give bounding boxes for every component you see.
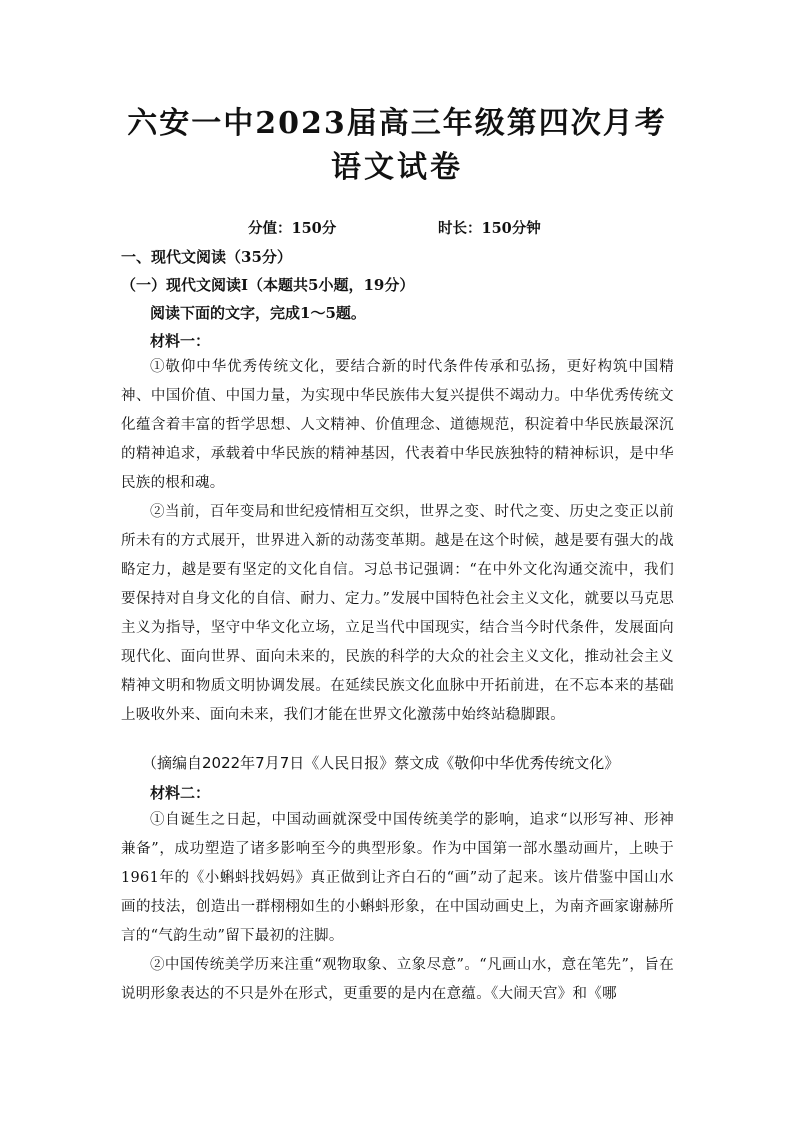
exam-score: 分值：150分 bbox=[248, 220, 337, 237]
material1-paragraph-2: ②当前，百年变局和世纪疫情相互交织，世界之变、时代之变、历史之变正以前所未有的方式展开，世界进入新的动荡变革期。越是在这个时候，越是要有强大的战略定力，越是要有坚定的文化自信。习总书记强调：“在中外文化沟通交流中，我们要保持对自身文化的自信、耐力、定力。”发展中国特色社会主义文化，就要以马克思主义为指导，坚守中华文化立场，立足当代中国现实，结合当今时代条件，发展面向现代化、面向世界、面向未来的，民族的科学的大众的社会主义文化，推动社会主义精神文明和物质文明协调发展。在延续民族文化血脉中开拓前进，在不忘本来的基础上吸收外来、面向未来，我们才能在世界文化激荡中始终站稳脚跟。 bbox=[121, 504, 674, 723]
material1-paragraph-1: ①敬仰中华优秀传统文化，要结合新的时代条件传承和弘扬，更好构筑中国精神、中国价值、中国力量，为实现中华民族伟大复兴提供不竭动力。中华优秀传统文化蕴含着丰富的哲学思想、人文精神、价值理念、道德规范，积淀着中华民族最深沉的精神追求，承载着中华民族的精神基因，代表着中华民族独特的精神标识，是中华民族的根和魂。 bbox=[121, 359, 674, 491]
material2-paragraph-2: ②中国传统美学历来注重“观物取象、立象尽意”。“凡画山水，意在笔先”，旨在说明形象表达的不只是外在形式，更重要的是内在意蕴。《大闹天宫》和《哪 bbox=[121, 957, 674, 1002]
material2-label: 材料二： bbox=[150, 784, 211, 802]
subsection-heading: （一）现代文阅读Ⅰ（本题共5小题，19分） bbox=[121, 276, 415, 294]
reading-instruction: 阅读下面的文字，完成1～5题。 bbox=[150, 304, 366, 322]
exam-title: 六安一中2023届高三年级第四次月考 bbox=[127, 106, 667, 141]
exam-subject-title: 语文试卷 bbox=[331, 150, 463, 185]
material2-paragraph-1: ①自诞生之日起，中国动画就深受中国传统美学的影响，追求“以形写神、形神兼备”，成功塑造了诸多影响至今的典型形象。作为中国第一部水墨动画片，上映于1961年的《小蝌蚪找妈妈》真正做到让齐白石的“画”动了起来。该片借鉴中国山水画的技法，创造出一群栩栩如生的小蝌蚪形象，在中国动画史上，为南齐画家谢赫所言的“气韵生动”留下最初的注脚。 bbox=[121, 812, 674, 944]
material1-label: 材料一： bbox=[150, 332, 211, 350]
exam-duration: 时长：150分钟 bbox=[438, 220, 541, 237]
material1-source: （摘编自2022年7月7日《人民日报》蔡文成《敬仰中华优秀传统文化》 bbox=[142, 754, 620, 772]
section-heading: 一、现代文阅读（35分） bbox=[121, 248, 292, 266]
